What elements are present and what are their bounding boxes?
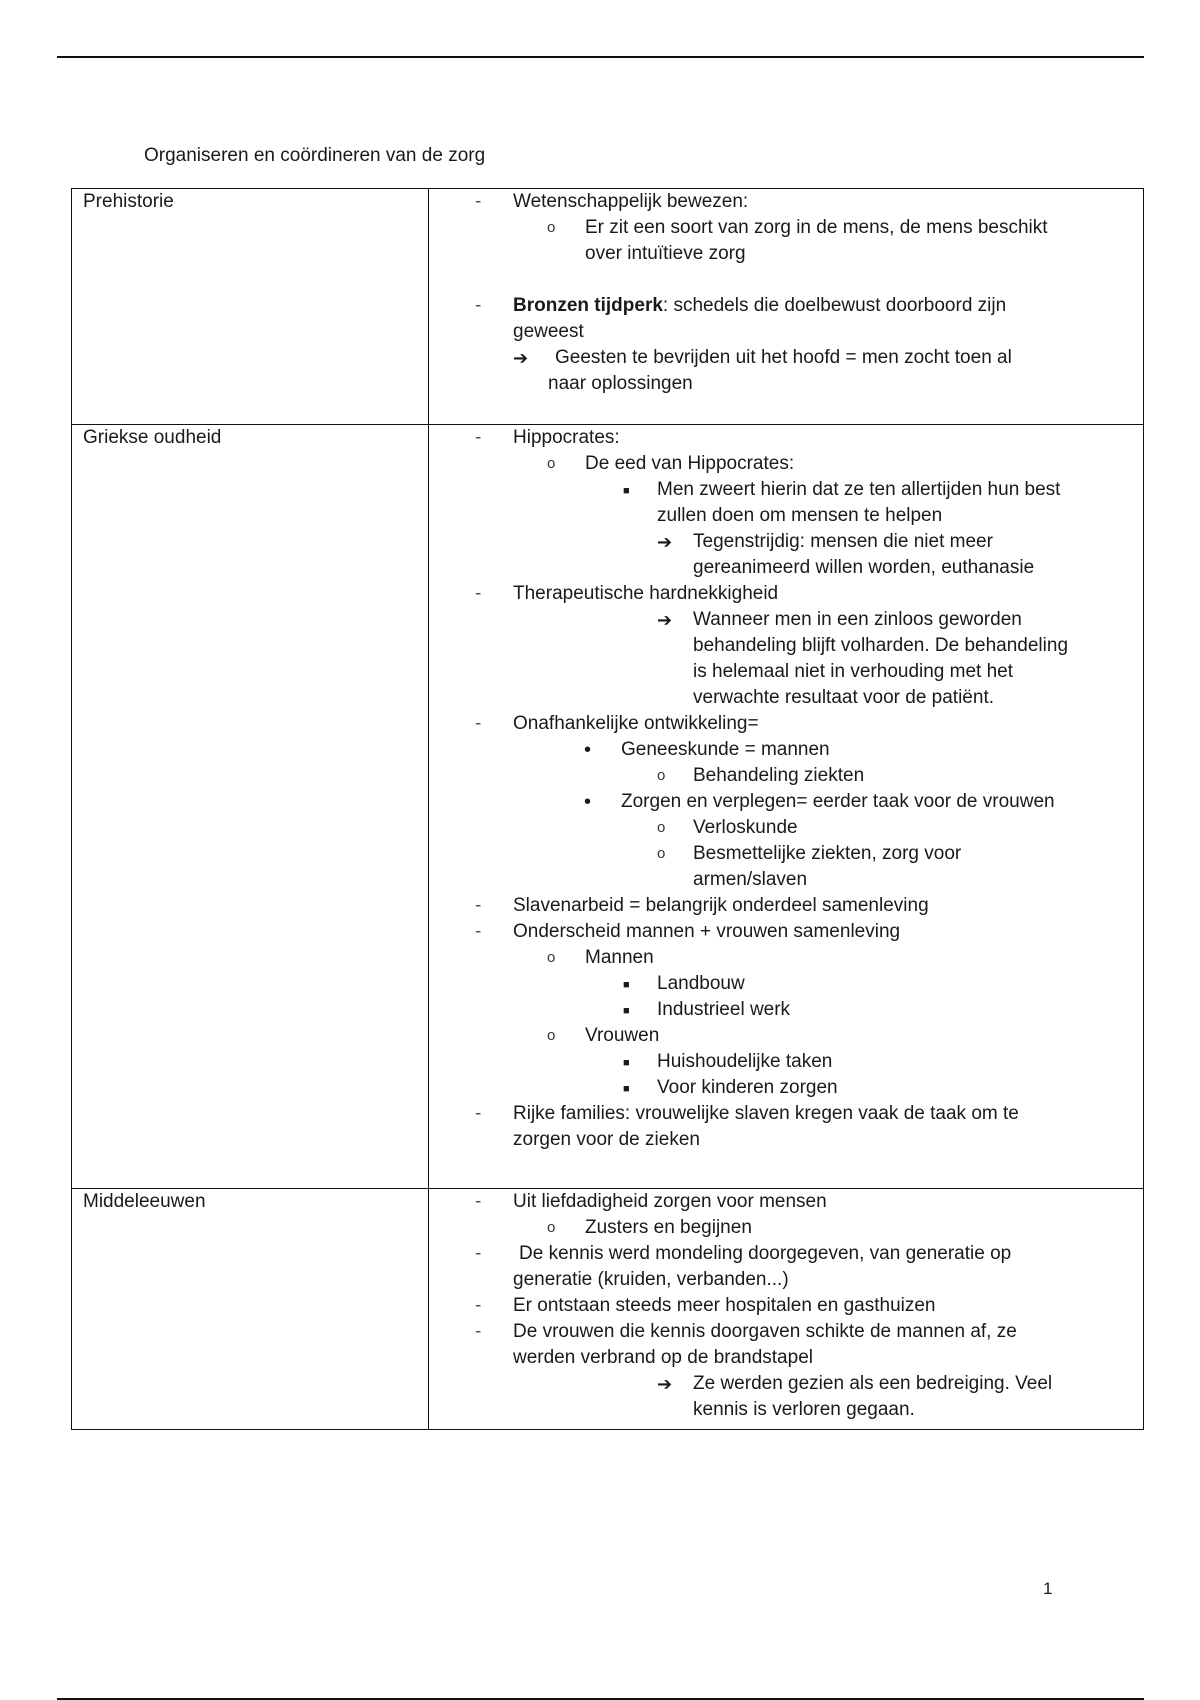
list-item: over intuïtieve zorg bbox=[585, 243, 746, 264]
list-item: verwachte resultaat voor de patiënt. bbox=[693, 687, 995, 708]
dash-bullet-icon: - bbox=[475, 1295, 482, 1316]
list-item: generatie (kruiden, verbanden...) bbox=[513, 1269, 789, 1290]
list-item: - Onafhankelijke ontwikkeling= bbox=[429, 711, 1129, 737]
square-bullet-icon: ■ bbox=[623, 1005, 630, 1017]
square-bullet-icon: ■ bbox=[623, 485, 630, 497]
list-item: o Besmettelijke ziekten, zorg voor bbox=[429, 841, 1129, 867]
period-label: Griekse oudheid bbox=[83, 427, 222, 448]
dash-bullet-icon: - bbox=[475, 895, 482, 916]
dash-bullet-icon: - bbox=[475, 713, 482, 734]
table-row bbox=[72, 1189, 1144, 1430]
dash-bullet-icon: - bbox=[475, 1191, 482, 1212]
period-label: Prehistorie bbox=[83, 191, 174, 212]
arrow-right-icon: ➔ bbox=[657, 532, 673, 552]
list-item: - Hippocrates: bbox=[429, 425, 1129, 451]
arrow-right-icon: ➔ bbox=[657, 610, 673, 630]
list-item: ■ Huishoudelijke taken bbox=[429, 1049, 1129, 1075]
top-rule bbox=[57, 56, 1144, 58]
dash-bullet-icon: - bbox=[475, 191, 482, 212]
circle-bullet-icon: o bbox=[547, 1027, 556, 1044]
history-table bbox=[71, 188, 1144, 1430]
list-item: ■ Landbouw bbox=[429, 971, 1129, 997]
circle-bullet-icon: o bbox=[547, 949, 556, 966]
dash-bullet-icon: - bbox=[475, 1103, 482, 1124]
dash-bullet-icon: - bbox=[475, 427, 482, 448]
arrow-right-icon: ➔ bbox=[513, 348, 529, 368]
list-item: • Geneeskunde = mannen bbox=[584, 739, 830, 761]
list-item: ■ Voor kinderen zorgen bbox=[429, 1075, 1129, 1101]
circle-bullet-icon: o bbox=[547, 1219, 556, 1236]
notes-cell bbox=[429, 189, 1144, 425]
list-item: armen/slaven bbox=[693, 869, 808, 890]
dash-bullet-icon: - bbox=[475, 921, 482, 942]
dash-bullet-icon: - bbox=[475, 583, 482, 604]
list-item: o Vrouwen bbox=[429, 1023, 1129, 1049]
list-item: o Behandeling ziekten bbox=[429, 763, 1129, 789]
round-bullet-icon: • bbox=[584, 791, 592, 813]
table-row bbox=[72, 189, 1144, 425]
square-bullet-icon: ■ bbox=[623, 1083, 630, 1095]
period-cell bbox=[72, 189, 429, 425]
list-item: ➔ Tegenstrijdig: mensen die niet meer bbox=[429, 529, 1129, 555]
list-item: o Er zit een soort van zorg in de mens, de mens beschikt bbox=[429, 215, 1129, 241]
list-item: ➔ Wanneer men in een zinloos geworden bbox=[429, 607, 1129, 633]
list-item: zorgen voor de zieken bbox=[513, 1129, 700, 1150]
list-item: - Uit liefdadigheid zorgen voor mensen bbox=[429, 1189, 1129, 1215]
circle-bullet-icon: o bbox=[547, 455, 556, 472]
circle-bullet-icon: o bbox=[657, 819, 666, 836]
notes-cell bbox=[429, 425, 1144, 1189]
dash-bullet-icon: - bbox=[475, 1243, 482, 1264]
list-item: geweest bbox=[513, 321, 584, 342]
list-item: - Slavenarbeid = belangrijk onderdeel samenleving bbox=[429, 893, 1129, 919]
list-item: - De kennis werd mondeling doorgegeven, van generatie op bbox=[429, 1241, 1129, 1267]
list-item: - Rijke families: vrouwelijke slaven kregen vaak de taak om te bbox=[429, 1101, 1129, 1127]
period-cell bbox=[72, 425, 429, 1189]
arrow-right-icon: ➔ bbox=[657, 1374, 673, 1394]
list-item: - Therapeutische hardnekkigheid bbox=[429, 581, 1129, 607]
list-item: o Mannen bbox=[429, 945, 1129, 971]
list-item: - Er ontstaan steeds meer hospitalen en gasthuizen bbox=[429, 1293, 1129, 1319]
circle-bullet-icon: o bbox=[657, 767, 666, 784]
list-item: - Wetenschappelijk bewezen: bbox=[429, 189, 1129, 215]
period-cell bbox=[72, 1189, 429, 1430]
document-title: Organiseren en coördineren van de zorg bbox=[144, 145, 486, 166]
list-item: werden verbrand op de brandstapel bbox=[513, 1347, 813, 1368]
circle-bullet-icon: o bbox=[547, 219, 556, 236]
dash-bullet-icon: - bbox=[475, 1321, 482, 1342]
list-item: naar oplossingen bbox=[548, 373, 693, 394]
dash-bullet-icon: - bbox=[475, 295, 482, 316]
list-item: ■ Men zweert hierin dat ze ten allertijden hun best bbox=[429, 477, 1129, 503]
list-item: gereanimeerd willen worden, euthanasie bbox=[693, 557, 1035, 578]
list-item: • Zorgen en verplegen= eerder taak voor de vrouwen bbox=[584, 791, 1055, 813]
list-item: kennis is verloren gegaan. bbox=[693, 1399, 915, 1420]
list-item: ➔ Ze werden gezien als een bedreiging. Veel bbox=[429, 1371, 1129, 1397]
square-bullet-icon: ■ bbox=[623, 1057, 630, 1069]
table-row bbox=[72, 425, 1144, 1189]
list-item: o Zusters en begijnen bbox=[429, 1215, 1129, 1241]
page-number: 1 bbox=[1043, 1579, 1053, 1598]
list-item: o Verloskunde bbox=[429, 815, 1129, 841]
list-item: behandeling blijft volharden. De behandeling bbox=[693, 635, 1069, 656]
list-item: ■ Industrieel werk bbox=[429, 997, 1129, 1023]
list-item: zullen doen om mensen te helpen bbox=[657, 505, 943, 526]
list-item: ➔ Geesten te bevrijden uit het hoofd = men zocht toen al bbox=[429, 345, 1129, 371]
circle-bullet-icon: o bbox=[657, 845, 666, 862]
square-bullet-icon: ■ bbox=[623, 979, 630, 991]
list-item: is helemaal niet in verhouding met het bbox=[693, 661, 1014, 682]
list-item: - De vrouwen die kennis doorgaven schikte de mannen af, ze bbox=[429, 1319, 1129, 1345]
list-item: - Bronzen tijdperk: schedels die doelbewust doorboord zijn bbox=[429, 293, 1129, 319]
notes-cell bbox=[429, 1189, 1144, 1430]
period-label: Middeleeuwen bbox=[83, 1191, 206, 1212]
list-item: o De eed van Hippocrates: bbox=[429, 451, 1129, 477]
list-item: - Onderscheid mannen + vrouwen samenleving bbox=[429, 919, 1129, 945]
round-bullet-icon: • bbox=[584, 739, 592, 761]
